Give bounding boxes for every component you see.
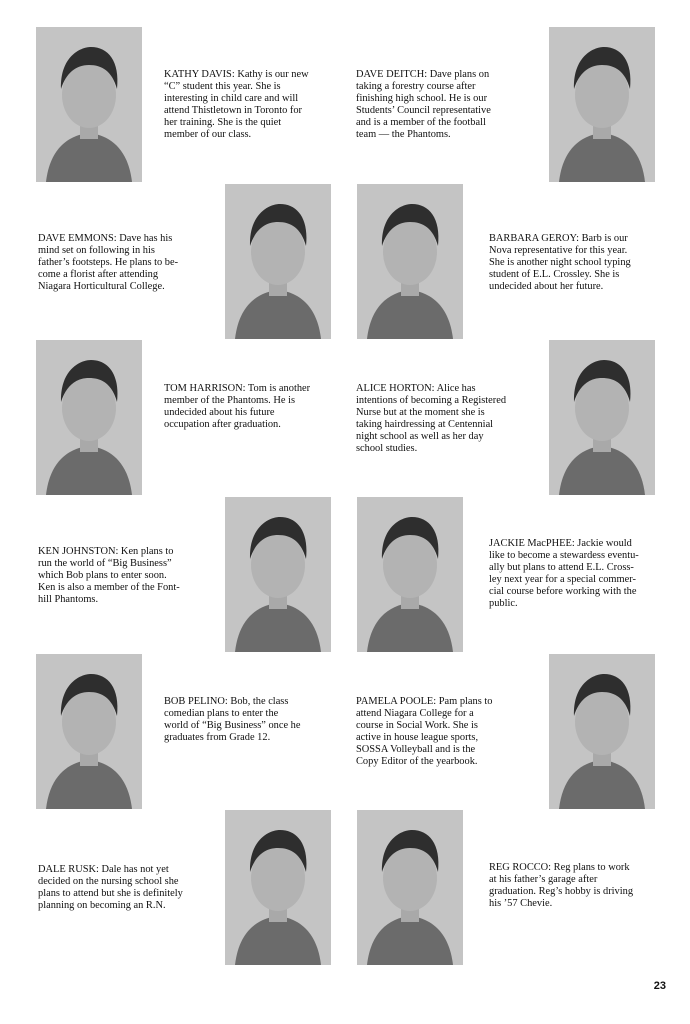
portrait-photo bbox=[357, 184, 463, 339]
portrait-silhouette bbox=[357, 497, 463, 652]
student-bio: TOM HARRISON: Tom is another member of the Phantoms. He is undecided about his future occupation after graduation. bbox=[164, 383, 311, 430]
student-bio: KATHY DAVIS: Kathy is our new “C” student this year. She is interesting in child care and will attend Thistletown in Toronto for her training. She is the quiet member of our class. bbox=[164, 69, 309, 140]
portrait-silhouette bbox=[549, 654, 655, 809]
portrait-silhouette bbox=[549, 27, 655, 182]
student-bio: BARBARA GEROY: Barb is our Nova representative for this year. She is another night school typing student of E.L. Crossley. She is undecided about her future. bbox=[489, 233, 631, 292]
portrait-silhouette bbox=[357, 184, 463, 339]
portrait-silhouette bbox=[36, 654, 142, 809]
student-bio: JACKIE MacPHEE: Jackie would like to become a stewardess eventu- ally but plans to attend E.L. Cross- ley next year for a special commer- cial course before working with the public. bbox=[489, 538, 639, 609]
portrait-silhouette bbox=[36, 340, 142, 495]
page-number: 23 bbox=[653, 980, 666, 992]
portrait-photo bbox=[549, 27, 655, 182]
portrait-photo bbox=[357, 810, 463, 965]
student-bio: BOB PELINO: Bob, the class comedian plans to enter the world of “Big Business” once he graduates from Grade 12. bbox=[164, 696, 301, 743]
portrait-photo bbox=[36, 340, 142, 495]
student-bio: REG ROCCO: Reg plans to work at his father’s garage after graduation. Reg’s hobby is driving his ’57 Chevie. bbox=[489, 862, 634, 909]
portrait-silhouette bbox=[225, 497, 331, 652]
portrait-silhouette bbox=[357, 810, 463, 965]
student-bio: DAVE EMMONS: Dave has his mind set on following in his father’s footsteps. He plans to be- come a florist after attending Niagara Horticultural College. bbox=[38, 233, 179, 292]
portrait-silhouette bbox=[36, 27, 142, 182]
student-bio: DAVE DEITCH: Dave plans on taking a forestry course after finishing high school. He is our Students’ Council representative and is a member of the football team — the Phantoms. bbox=[356, 69, 491, 140]
portrait-photo bbox=[549, 340, 655, 495]
portrait-silhouette bbox=[549, 340, 655, 495]
portrait-silhouette bbox=[225, 184, 331, 339]
portrait-photo bbox=[36, 27, 142, 182]
portrait-photo bbox=[549, 654, 655, 809]
student-bio: ALICE HORTON: Alice has intentions of becoming a Registered Nurse but at the moment she is taking hairdressing at Centennial night school as well as her day school studies. bbox=[356, 383, 507, 454]
portrait-photo bbox=[36, 654, 142, 809]
portrait-photo bbox=[225, 497, 331, 652]
student-bio: KEN JOHNSTON: Ken plans to run the world of “Big Business” which Bob plans to enter soon. Ken is also a member of the Font- hill Phantoms. bbox=[38, 546, 180, 605]
portrait-photo bbox=[225, 184, 331, 339]
student-bio: DALE RUSK: Dale has not yet decided on the nursing school she plans to attend but she is definitely planning on becoming an R.N. bbox=[38, 864, 183, 911]
portrait-silhouette bbox=[225, 810, 331, 965]
portrait-photo bbox=[225, 810, 331, 965]
portrait-photo bbox=[357, 497, 463, 652]
student-bio: PAMELA POOLE: Pam plans to attend Niagara College for a course in Social Work. She is active in house league sports, SOSSA Volleyball and is the Copy Editor of the yearbook. bbox=[356, 696, 493, 767]
